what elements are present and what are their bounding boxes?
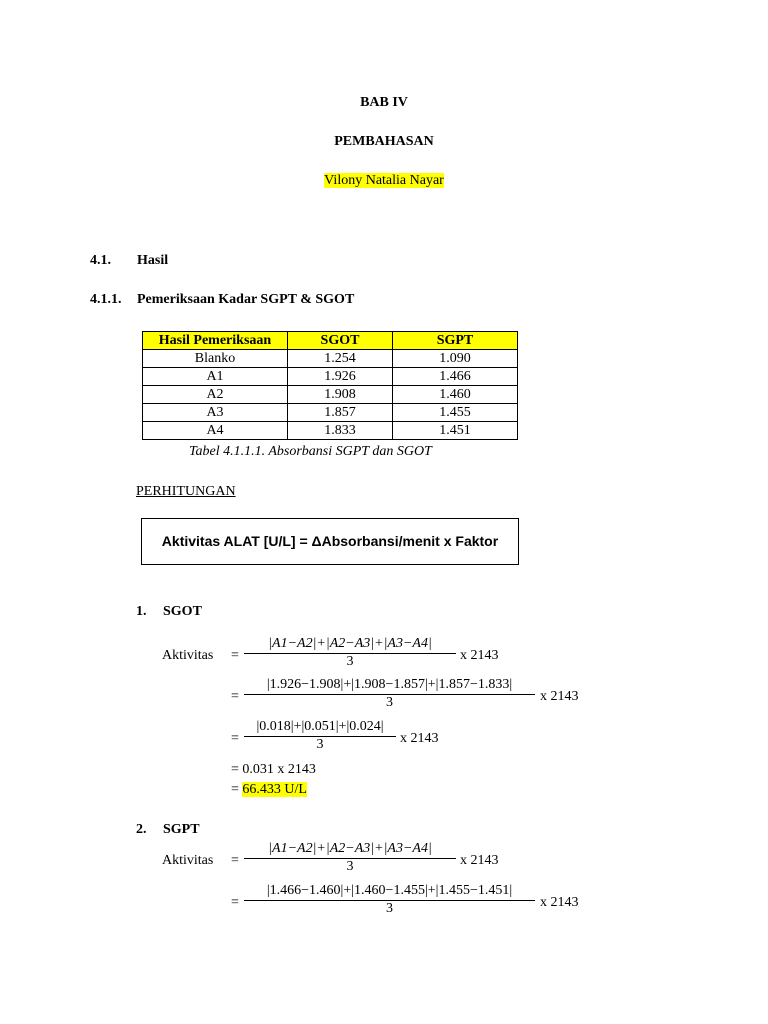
- equals-sign: =: [231, 648, 239, 663]
- table-row: [143, 386, 518, 404]
- table-header-cell: SGOT: [288, 332, 393, 350]
- multiplier-factor: x 2143: [400, 731, 439, 746]
- fraction-numerator: |1.926−1.908|+|1.908−1.857|+|1.857−1.833|: [244, 676, 535, 695]
- equals-sign: =: [231, 689, 239, 704]
- formula-text: Aktivitas ALAT [U/L] = ΔAbsorbansi/menit x Faktor: [161, 533, 499, 549]
- chapter-title: PEMBAHASAN: [334, 134, 434, 149]
- absorbance-table: [142, 331, 518, 440]
- sgot-step-4: = 0.031 x 2143: [231, 762, 316, 777]
- table-cell: 1.460: [393, 386, 518, 404]
- sgot-result-value: 66.433 U/L: [242, 782, 307, 797]
- table-row: [143, 368, 518, 386]
- table-row: [143, 422, 518, 440]
- fraction-denominator: 3: [386, 695, 393, 710]
- table-cell: 1.908: [288, 386, 393, 404]
- table-cell: 1.833: [288, 422, 393, 440]
- table-header-cell: SGPT: [393, 332, 518, 350]
- fraction-numerator: |0.018|+|0.051|+|0.024|: [244, 718, 396, 737]
- sgpt-number: 2.: [136, 822, 147, 837]
- fraction-numerator: |A1−A2|+|A2−A3|+|A3−A4|: [244, 635, 456, 654]
- section-title: Hasil: [137, 253, 169, 268]
- author-line: [0, 173, 768, 189]
- section-number: 4.1.: [90, 253, 111, 268]
- multiplier-factor: x 2143: [540, 895, 579, 910]
- table-row: [143, 350, 518, 368]
- equals-sign: =: [231, 853, 239, 868]
- multiplier-factor: x 2143: [540, 689, 579, 704]
- fraction-numerator: |A1−A2|+|A2−A3|+|A3−A4|: [244, 840, 456, 859]
- sgot-result-line: [231, 782, 307, 798]
- subsection-title: Pemeriksaan Kadar SGPT & SGOT: [137, 292, 355, 307]
- multiplier-factor: x 2143: [460, 648, 499, 663]
- table-cell: A3: [143, 404, 288, 422]
- table-cell: 1.466: [393, 368, 518, 386]
- table-cell: 1.090: [393, 350, 518, 368]
- table-header-cell: Hasil Pemeriksaan: [143, 332, 288, 350]
- calculation-heading: PERHITUNGAN: [136, 484, 236, 499]
- sgot-fraction-1: [244, 635, 456, 670]
- fraction-numerator: |1.466−1.460|+|1.460−1.455|+|1.455−1.451|: [244, 882, 535, 901]
- table-cell: A1: [143, 368, 288, 386]
- sgot-title: SGOT: [163, 604, 202, 619]
- chapter-heading: BAB IV: [360, 95, 408, 110]
- table-cell: 1.926: [288, 368, 393, 386]
- multiplier-factor: x 2143: [460, 853, 499, 868]
- table-caption: Tabel 4.1.1.1. Absorbansi SGPT dan SGOT: [189, 444, 432, 459]
- author-name: Vilony Natalia Nayar: [324, 173, 444, 188]
- table-cell: A4: [143, 422, 288, 440]
- sgot-activity-label: Aktivitas: [162, 648, 214, 663]
- subsection-number: 4.1.1.: [90, 292, 122, 307]
- fraction-denominator: 3: [346, 654, 354, 669]
- sgot-fraction-3: [244, 718, 396, 753]
- equals-sign: =: [231, 782, 239, 797]
- fraction-denominator: 3: [386, 901, 393, 916]
- sgpt-fraction-1: [244, 840, 456, 875]
- table-cell: A2: [143, 386, 288, 404]
- sgpt-fraction-2: [244, 882, 535, 917]
- equals-sign: =: [231, 895, 239, 910]
- sgot-fraction-2: [244, 676, 535, 711]
- table-cell: 1.254: [288, 350, 393, 368]
- table-cell: 1.451: [393, 422, 518, 440]
- table-cell: 1.455: [393, 404, 518, 422]
- fraction-denominator: 3: [316, 737, 324, 752]
- fraction-denominator: 3: [346, 859, 354, 874]
- table-cell: Blanko: [143, 350, 288, 368]
- table-header-row: [143, 332, 518, 350]
- table-cell: 1.857: [288, 404, 393, 422]
- sgpt-title: SGPT: [163, 822, 200, 837]
- sgpt-activity-label: Aktivitas: [162, 853, 214, 868]
- formula-box: [141, 518, 519, 565]
- sgot-number: 1.: [136, 604, 147, 619]
- table-row: [143, 404, 518, 422]
- equals-sign: =: [231, 731, 239, 746]
